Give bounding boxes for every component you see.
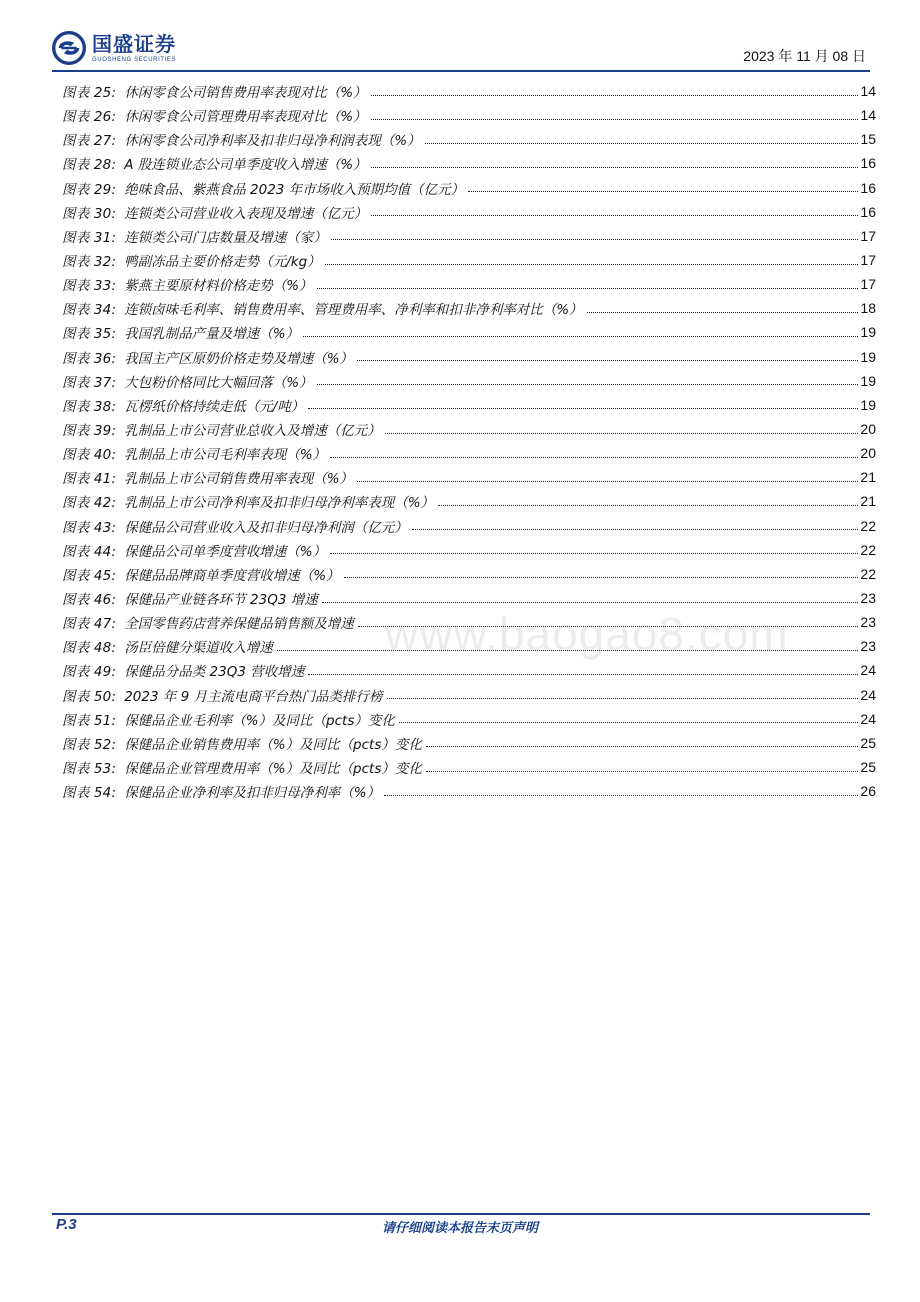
- toc-entry[interactable]: [62, 393, 876, 417]
- toc-entry-page: 24: [860, 686, 876, 703]
- toc-entry-page: 16: [860, 179, 876, 196]
- toc-entry-title: 乳制品上市公司净利率及扣非归母净利率表现（%）: [124, 495, 435, 512]
- logo-name-cn: 国盛证券: [92, 31, 176, 56]
- page-number: P.3: [56, 1216, 77, 1233]
- toc-dot-leader: [330, 457, 858, 458]
- toc-entry-page: 14: [860, 83, 876, 100]
- toc-dot-leader: [357, 481, 858, 482]
- toc-entry-label: 图表 45:: [62, 567, 117, 584]
- toc-entry-label: 图表 37:: [62, 374, 117, 391]
- toc-entry-page: 17: [860, 276, 876, 293]
- toc-entry-page: 16: [860, 155, 876, 172]
- toc-entry-page: 17: [860, 252, 876, 269]
- toc-entry[interactable]: [62, 417, 876, 441]
- toc-entry-label: 图表 29:: [62, 181, 117, 198]
- toc-entry-title: A 股连锁业态公司单季度收入增速（%）: [124, 157, 367, 174]
- toc-entry-title: 连锁类公司营业收入表现及增速（亿元）: [124, 205, 368, 222]
- toc-dot-leader: [303, 336, 858, 337]
- toc-entry-label: 图表 38:: [62, 398, 117, 415]
- toc-entry-page: 19: [860, 324, 876, 341]
- toc-entry-page: 17: [860, 227, 876, 244]
- toc-dot-leader: [371, 167, 858, 168]
- toc-entry-title: 保健品产业链各环节 23Q3 增速: [124, 592, 318, 609]
- toc-entry-label: 图表 34:: [62, 302, 117, 319]
- footer-divider: [52, 1213, 870, 1215]
- toc-entry[interactable]: [62, 562, 876, 586]
- toc-entry-label: 图表 54:: [62, 785, 117, 802]
- toc-entry-label: 图表 27:: [62, 133, 117, 150]
- header-divider: [52, 70, 870, 72]
- guosheng-logo-icon: [52, 31, 86, 65]
- toc-entry-title: 连锁卤味毛利率、销售费用率、管理费用率、净利率和扣非净利率对比（%）: [124, 302, 583, 319]
- toc-dot-leader: [317, 384, 858, 385]
- toc-entry[interactable]: [62, 731, 876, 755]
- toc-entry-page: 22: [860, 517, 876, 534]
- toc-entry-title: 连锁类公司门店数量及增速（家）: [124, 229, 327, 246]
- toc-entry-title: 汤臣倍健分渠道收入增速: [124, 640, 273, 657]
- toc-entry-page: 25: [860, 759, 876, 775]
- toc-entry-page: 26: [860, 783, 876, 800]
- toc-dot-leader: [385, 433, 858, 434]
- toc-entry[interactable]: [62, 658, 876, 682]
- toc-dot-leader: [412, 529, 858, 530]
- toc-entry-page: 19: [860, 348, 876, 365]
- toc-entry[interactable]: [62, 683, 876, 707]
- page-header: [0, 0, 920, 70]
- toc-dot-leader: [371, 95, 858, 96]
- toc-entry-label: 图表 50:: [62, 688, 117, 705]
- toc-entry[interactable]: [62, 296, 876, 320]
- toc-dot-leader: [468, 191, 858, 192]
- toc-entry-title: 休闲零食公司销售费用率表现对比（%）: [124, 85, 367, 102]
- toc-entry-label: 图表 49:: [62, 664, 117, 681]
- toc-entry-title: 保健品分品类 23Q3 营收增速: [124, 664, 305, 681]
- toc-entry-page: 23: [860, 614, 876, 631]
- toc-entry[interactable]: [62, 514, 876, 538]
- logo-text: [92, 33, 176, 64]
- toc-entry-label: 图表 33:: [62, 278, 117, 295]
- toc-entry-page: 16: [860, 203, 876, 220]
- toc-dot-leader: [308, 408, 858, 409]
- toc-entry-page: 23: [860, 590, 876, 607]
- toc-entry-title: 我国乳制品产量及增速（%）: [124, 326, 300, 343]
- toc-entry-title: 绝味食品、紫燕食品 2023 年市场收入预期均值（亿元）: [124, 181, 465, 198]
- toc-dot-leader: [308, 674, 858, 675]
- toc-entry-title: 保健品企业毛利率（%）及同比（pcts）变化: [124, 712, 395, 729]
- toc-entry-page: 20: [860, 421, 876, 438]
- toc-entry-label: 图表 48:: [62, 640, 117, 657]
- toc-entry-page: 21: [860, 493, 876, 510]
- toc-dot-leader: [387, 698, 858, 699]
- toc-entry-label: 图表 41:: [62, 471, 117, 488]
- toc-entry-label: 图表 39:: [62, 423, 117, 440]
- report-date: 2023 年 11 月 08 日: [743, 48, 866, 64]
- toc-entry-title: 瓦楞纸价格持续走低（元/吨）: [124, 398, 305, 415]
- toc-entry[interactable]: [62, 127, 876, 151]
- toc-dot-leader: [331, 239, 858, 240]
- figure-index-list: [62, 79, 876, 803]
- toc-entry[interactable]: [62, 345, 876, 369]
- toc-entry-label: 图表 47:: [62, 616, 117, 633]
- footer-disclaimer: 请仔细阅读本报告末页声明: [381, 1221, 538, 1236]
- toc-entry-page: 23: [860, 638, 876, 655]
- toc-entry-page: 24: [860, 662, 876, 679]
- toc-entry[interactable]: [62, 103, 876, 127]
- toc-entry-label: 图表 36:: [62, 350, 117, 367]
- toc-entry-page: 25: [860, 734, 876, 751]
- toc-entry-label: 图表 40:: [62, 447, 117, 464]
- toc-dot-leader: [330, 553, 858, 554]
- logo-name-en: GUOSHENG SECURITIES: [92, 56, 177, 63]
- toc-entry-label: 图表 44:: [62, 543, 117, 560]
- toc-dot-leader: [325, 264, 858, 265]
- toc-dot-leader: [425, 143, 858, 144]
- toc-entry-title: 乳制品上市公司营业总收入及增速（亿元）: [124, 423, 381, 440]
- toc-entry[interactable]: [62, 369, 876, 393]
- toc-entry-title: 乳制品上市公司毛利率表现（%）: [124, 447, 327, 464]
- toc-entry-label: 图表 25:: [62, 85, 117, 102]
- toc-entry-page: 18: [860, 300, 876, 317]
- toc-entry[interactable]: [62, 465, 876, 489]
- toc-entry[interactable]: [62, 755, 876, 779]
- toc-entry-label: 图表 26:: [62, 109, 117, 126]
- toc-entry-title: 大包粉价格同比大幅回落（%）: [124, 374, 313, 391]
- toc-entry[interactable]: [62, 538, 876, 562]
- toc-entry-label: 图表 46:: [62, 592, 117, 609]
- toc-entry[interactable]: [62, 248, 876, 272]
- toc-entry-label: 图表 31:: [62, 229, 117, 246]
- watermark: www.baogao8.com: [385, 608, 789, 660]
- toc-entry-label: 图表 32:: [62, 254, 117, 271]
- toc-entry-title: 保健品公司营业收入及扣非归母净利润（亿元）: [124, 519, 408, 536]
- toc-dot-leader: [371, 215, 858, 216]
- toc-dot-leader: [587, 312, 858, 313]
- toc-dot-leader: [399, 722, 858, 723]
- toc-entry-page: 19: [860, 396, 876, 413]
- toc-entry-label: 图表 51:: [62, 712, 117, 729]
- toc-entry[interactable]: [62, 707, 876, 731]
- toc-entry[interactable]: [62, 272, 876, 296]
- toc-entry-page: 20: [860, 445, 876, 462]
- toc-entry-title: 保健品企业销售费用率（%）及同比（pcts）变化: [124, 736, 422, 753]
- toc-dot-leader: [426, 771, 858, 772]
- toc-entry[interactable]: [62, 79, 876, 103]
- toc-entry[interactable]: [62, 441, 876, 465]
- toc-entry-label: 图表 53:: [62, 761, 117, 777]
- toc-entry[interactable]: [62, 224, 876, 248]
- toc-entry-title: 紫燕主要原材料价格走势（%）: [124, 278, 313, 295]
- toc-entry-title: 我国主产区原奶价格走势及增速（%）: [124, 350, 354, 367]
- toc-dot-leader: [317, 288, 858, 289]
- toc-entry[interactable]: [62, 320, 876, 344]
- toc-entry-title: 保健品企业管理费用率（%）及同比（pcts）变化: [124, 761, 422, 777]
- toc-entry-label: 图表 42:: [62, 495, 117, 512]
- toc-entry-page: 22: [860, 565, 876, 582]
- toc-dot-leader: [322, 602, 858, 603]
- toc-entry-page: 15: [860, 131, 876, 148]
- toc-entry-title: 全国零售药店营养保健品销售额及增速: [124, 616, 354, 633]
- toc-dot-leader: [357, 360, 858, 361]
- toc-entry[interactable]: [62, 151, 876, 175]
- toc-entry-label: 图表 43:: [62, 519, 117, 536]
- toc-entry-label: 图表 35:: [62, 326, 117, 343]
- toc-dot-leader: [371, 119, 858, 120]
- toc-entry-page: 19: [860, 372, 876, 389]
- toc-entry[interactable]: [62, 200, 876, 224]
- toc-entry[interactable]: [62, 176, 876, 200]
- toc-dot-leader: [384, 795, 858, 796]
- toc-entry-title: 2023 年 9 月主流电商平台热门品类排行榜: [124, 688, 383, 705]
- toc-entry-title: 休闲零食公司管理费用率表现对比（%）: [124, 109, 367, 126]
- toc-dot-leader: [426, 746, 858, 747]
- company-logo: [52, 28, 176, 68]
- toc-entry-title: 保健品品牌商单季度营收增速（%）: [124, 567, 340, 584]
- toc-entry-title: 休闲零食公司净利率及扣非归母净利润表现（%）: [124, 133, 421, 150]
- toc-entry-title: 保健品公司单季度营收增速（%）: [124, 543, 327, 560]
- toc-entry-title: 保健品企业净利率及扣非归母净利率（%）: [124, 785, 381, 802]
- toc-entry-title: 鸭副冻品主要价格走势（元/kg）: [124, 254, 321, 271]
- toc-dot-leader: [438, 505, 858, 506]
- toc-entry-page: 21: [860, 469, 876, 486]
- toc-dot-leader: [344, 577, 858, 578]
- toc-entry-label: 图表 30:: [62, 205, 117, 222]
- toc-entry-title: 乳制品上市公司销售费用率表现（%）: [124, 471, 354, 488]
- toc-entry-page: 14: [860, 107, 876, 124]
- toc-entry-label: 图表 28:: [62, 157, 117, 174]
- toc-entry[interactable]: [62, 779, 876, 803]
- toc-entry[interactable]: [62, 489, 876, 513]
- toc-entry-label: 图表 52:: [62, 736, 117, 753]
- toc-entry-page: 22: [860, 541, 876, 558]
- toc-entry-page: 24: [860, 710, 876, 727]
